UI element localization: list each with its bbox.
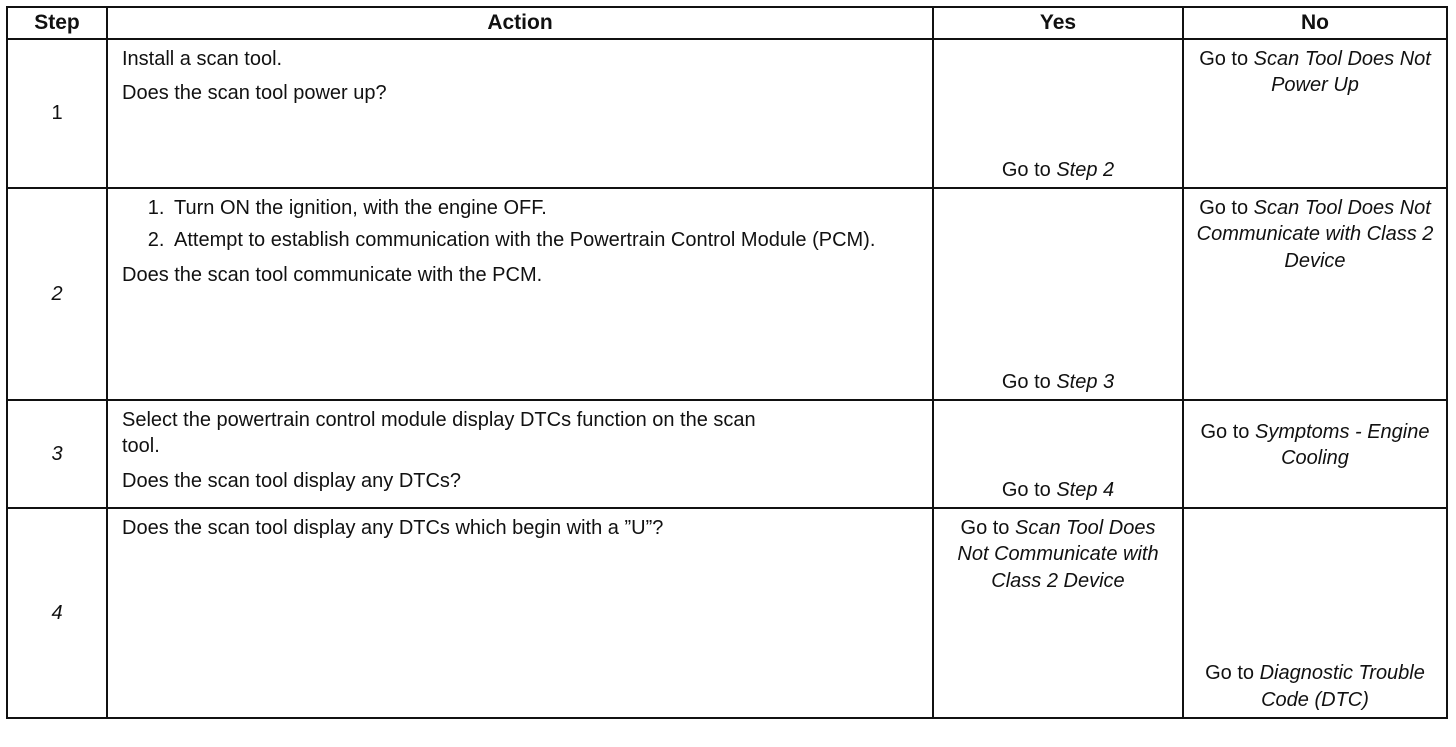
yes-goto <box>944 369 1172 395</box>
header-step: Step <box>7 7 107 39</box>
goto-step-link[interactable]: Step 4 <box>1056 478 1115 501</box>
step-number: 1 <box>51 102 63 125</box>
no-cell <box>1183 188 1447 400</box>
goto-prefix: Go to <box>1001 158 1057 181</box>
goto-prefix: Go to <box>1199 48 1254 70</box>
yes-goto <box>944 477 1172 503</box>
table-row <box>7 400 1447 508</box>
goto-procedure-link[interactable]: Scan Tool Does Not Communicate with Class 2 Device <box>957 517 1159 592</box>
substep-item: 1. Turn ON the ignition, with the engine OFF. <box>170 195 920 221</box>
goto-prefix: Go to <box>1200 421 1255 443</box>
goto-procedure-link[interactable]: Scan Tool Does Not Power Up <box>1253 48 1431 97</box>
yes-goto <box>944 157 1172 183</box>
header-no: No <box>1183 7 1447 39</box>
step-number: 4 <box>51 601 63 624</box>
goto-prefix: Go to <box>1205 662 1260 685</box>
goto-procedure-link[interactable]: Symptoms - Engine Cooling <box>1254 421 1430 470</box>
step-number-cell <box>7 508 107 718</box>
step-number: 3 <box>51 442 63 465</box>
goto-procedure-link[interactable]: Diagnostic Trouble Code (DTC) <box>1259 662 1425 711</box>
goto-step-link[interactable]: Step 2 <box>1056 158 1115 181</box>
action-cell <box>107 188 933 400</box>
no-goto <box>1194 195 1436 274</box>
table-row <box>7 39 1447 188</box>
yes-cell <box>933 508 1183 718</box>
diagnostic-table <box>6 6 1448 719</box>
action-cell <box>107 400 933 508</box>
table-row <box>7 508 1447 718</box>
header-action: Action <box>107 7 933 39</box>
action-cell <box>107 508 933 718</box>
yes-cell <box>933 188 1183 400</box>
action-text: Install a scan tool. <box>122 48 283 70</box>
no-goto <box>1194 660 1436 713</box>
action-cell <box>107 39 933 188</box>
goto-prefix: Go to <box>1001 370 1057 393</box>
no-goto <box>1194 46 1436 99</box>
no-cell <box>1183 508 1447 718</box>
step-number-cell <box>7 400 107 508</box>
goto-step-link[interactable]: Step 3 <box>1056 370 1115 393</box>
no-goto <box>1194 419 1436 472</box>
table-row <box>7 188 1447 400</box>
step-number-cell <box>7 39 107 188</box>
action-question: Does the scan tool display any DTCs? <box>122 469 462 492</box>
header-yes: Yes <box>933 7 1183 39</box>
yes-cell <box>933 39 1183 188</box>
table-header-row <box>7 7 1447 39</box>
action-question: Does the scan tool communicate with the PCM. <box>122 263 543 286</box>
goto-prefix: Go to <box>960 517 1015 539</box>
substep-item: 2. Attempt to establish communication with the Powertrain Control Module (PCM). <box>170 227 920 253</box>
step-number: 2 <box>51 282 63 305</box>
goto-procedure-link[interactable]: Scan Tool Does Not Communicate with Class 2 Device <box>1196 197 1434 272</box>
substep-list <box>122 195 920 254</box>
step-number-cell <box>7 188 107 400</box>
no-cell <box>1183 39 1447 188</box>
goto-prefix: Go to <box>1199 197 1254 219</box>
action-question: Does the scan tool display any DTCs which begin with a ”U”? <box>122 517 664 539</box>
goto-prefix: Go to <box>1001 478 1057 501</box>
yes-goto <box>944 515 1172 594</box>
yes-cell <box>933 400 1183 508</box>
no-cell <box>1183 400 1447 508</box>
action-text: Select the powertrain control module display DTCs function on the scan tool. <box>122 409 756 458</box>
action-question: Does the scan tool power up? <box>122 82 387 105</box>
